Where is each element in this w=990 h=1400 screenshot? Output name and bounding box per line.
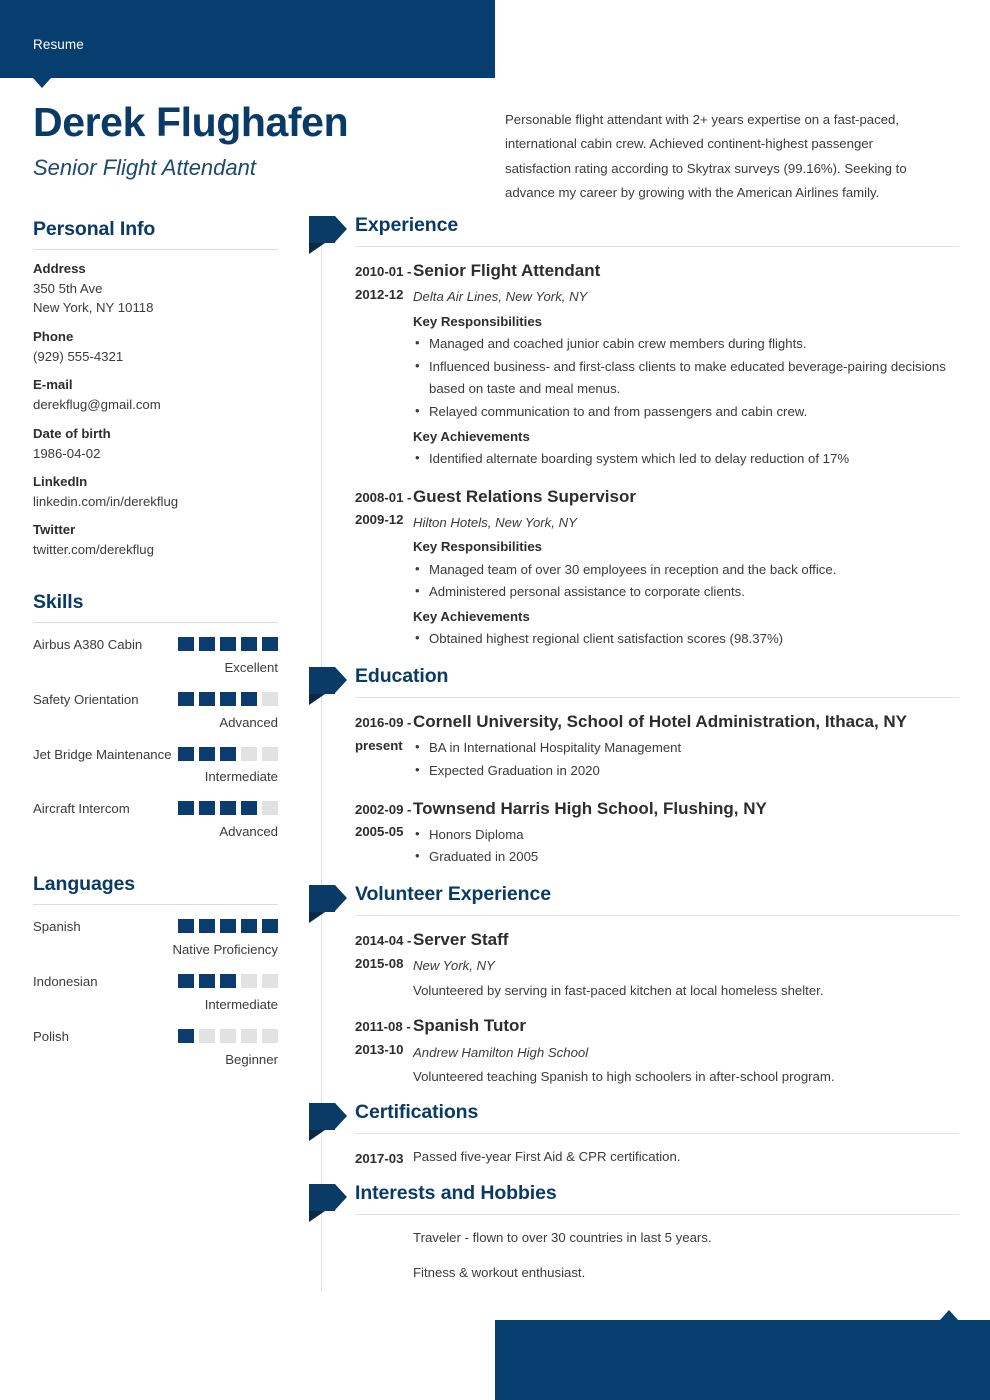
info-label: Twitter	[33, 522, 76, 538]
rating-row	[33, 634, 278, 675]
personal-info-section	[33, 218, 278, 560]
languages-divider	[33, 904, 278, 905]
rating-square	[241, 692, 257, 706]
entry-subtitle: Andrew Hamilton High School	[413, 1044, 589, 1060]
entry-body	[413, 710, 959, 785]
entry-description: Volunteered teaching Spanish to high schoolers in after-school program.	[413, 1068, 835, 1084]
entry-group-label: Key Achievements	[413, 428, 530, 444]
entry-description: Passed five-year First Aid & CPR certification.	[413, 1148, 681, 1164]
volunteer-section	[309, 883, 959, 1088]
rating-square	[241, 974, 257, 988]
rating-squares	[178, 1029, 278, 1043]
rating-square	[262, 974, 278, 988]
entry-description: Volunteered by serving in fast-paced kitchen at local homeless shelter.	[413, 982, 824, 998]
rating-level: Beginner	[225, 1051, 278, 1067]
spacer	[33, 853, 278, 873]
languages-heading: Languages	[33, 873, 136, 896]
info-label: Date of birth	[33, 425, 111, 441]
entry-body	[413, 1227, 959, 1296]
main-content	[309, 214, 959, 1309]
rating-square	[241, 1029, 257, 1043]
rating-square	[220, 919, 236, 933]
info-value[interactable]: linkedin.com/in/derekflug	[33, 494, 179, 510]
skills-divider	[33, 622, 278, 623]
rating-label: Airbus A380 Cabin	[33, 636, 143, 652]
entry-date-start: 2008-01 -	[355, 489, 412, 505]
rating-level: Native Proficiency	[172, 941, 278, 957]
education-entry	[309, 710, 959, 785]
info-value: (929) 555-4321	[33, 348, 124, 364]
entry-date	[309, 710, 413, 785]
rating-label: Jet Bridge Maintenance	[33, 746, 172, 762]
list-item: • Honors Diploma	[413, 824, 959, 847]
top-banner-notch	[33, 78, 51, 88]
info-item-phone	[33, 329, 278, 366]
rating-square	[262, 747, 278, 761]
entry-date	[309, 485, 413, 653]
rating-square	[199, 637, 215, 651]
info-value-line1: 350 5th Ave	[33, 281, 103, 296]
entry-date-end: 2013-10	[355, 1042, 404, 1058]
experience-entry	[309, 259, 959, 473]
rating-square	[220, 747, 236, 761]
experience-divider	[355, 246, 959, 247]
entry-title: Senior Flight Attendant	[413, 261, 601, 280]
rating-label: Polish	[33, 1028, 69, 1044]
volunteer-heading: Volunteer Experience	[355, 883, 551, 906]
entry-body	[413, 485, 959, 653]
certifications-heading: Certifications	[355, 1100, 479, 1123]
rating-level: Advanced	[219, 824, 278, 840]
sidebar	[33, 218, 278, 1081]
rating-square	[178, 637, 194, 651]
skills-section	[33, 591, 278, 839]
experience-entry	[309, 485, 959, 653]
experience-heading: Experience	[355, 214, 459, 236]
info-item-date-of-birth	[33, 426, 278, 463]
rating-square	[199, 801, 215, 815]
entry-date-end: 2005-05	[355, 824, 404, 840]
entry-subtitle: New York, NY	[413, 958, 495, 974]
entry-date-end: 2012-12	[355, 286, 404, 302]
list-item: • Graduated in 2005	[413, 846, 959, 869]
entry-description: Fitness & workout enthusiast.	[413, 1265, 586, 1280]
skills-list	[33, 634, 278, 839]
volunteer-divider	[355, 915, 959, 916]
list-item: • Identified alternate boarding system which led to delay reduction of 17%	[413, 448, 959, 471]
rating-square	[262, 919, 278, 933]
entry-date	[309, 259, 413, 473]
rating-square	[262, 692, 278, 706]
section-flag-icon	[309, 216, 347, 243]
entry-date	[309, 1146, 413, 1171]
info-item-email	[33, 377, 278, 414]
entry-title: Guest Relations Supervisor	[413, 486, 636, 506]
info-value-line2: New York, NY 10118	[33, 300, 154, 316]
section-flag-icon	[309, 1103, 347, 1130]
rating-square	[178, 919, 194, 933]
personal-info-heading: Personal Info	[33, 218, 156, 240]
rating-square	[199, 747, 215, 761]
experience-section	[309, 214, 959, 653]
rating-label: Aircraft Intercom	[33, 801, 130, 817]
certifications-divider	[355, 1133, 959, 1134]
candidate-job-title: Senior Flight Attendant	[33, 154, 256, 180]
rating-level: Intermediate	[204, 996, 278, 1012]
rating-square	[241, 801, 257, 815]
bottom-banner-notch	[940, 1310, 958, 1320]
rating-square	[199, 919, 215, 933]
entry-subtitle: Hilton Hotels, New York, NY	[413, 514, 577, 530]
rating-squares	[178, 637, 278, 651]
rating-square	[220, 637, 236, 651]
rating-squares	[178, 974, 278, 988]
entry-subtitle: Delta Air Lines, New York, NY	[413, 289, 588, 305]
entry-date	[309, 928, 413, 1002]
list-item: • Influenced business- and first-class clients to make educated beverage-pairing decisions based on taste and meal menus.	[413, 356, 959, 401]
interest-entry	[309, 1227, 959, 1296]
rating-square	[178, 974, 194, 988]
entry-date-start: 2016-09 -	[355, 715, 412, 731]
rating-row	[33, 971, 278, 1012]
rating-row	[33, 744, 278, 785]
name-block	[33, 100, 473, 181]
rating-square	[262, 637, 278, 651]
entry-body	[413, 259, 959, 473]
entry-bullet-list	[413, 448, 959, 471]
section-flag-icon	[309, 667, 347, 694]
rating-squares	[178, 801, 278, 815]
rating-level: Intermediate	[204, 769, 278, 785]
professional-summary: Personable flight attendant with 2+ years expertise on a fast-paced, international cabin crew. Achieved continent-highest passenger satisfaction rating according to Skytrax surveys (99.16%). Seeking to advance my career by growing with the American Airlines family.	[505, 112, 907, 200]
info-label: Address	[33, 261, 86, 276]
rating-square	[241, 919, 257, 933]
rating-square	[199, 1029, 215, 1043]
rating-squares	[178, 747, 278, 761]
rating-square	[220, 801, 236, 815]
entry-title: Cornell University, School of Hotel Administration, Ithaca, NY	[413, 712, 908, 732]
rating-row	[33, 916, 278, 957]
rating-squares	[178, 692, 278, 706]
info-value[interactable]: derekflug@gmail.com	[33, 397, 161, 413]
entry-date	[309, 1227, 413, 1296]
rating-square	[262, 801, 278, 815]
entry-title: Spanish Tutor	[413, 1016, 527, 1036]
education-heading: Education	[355, 665, 449, 688]
entry-bullet-list	[413, 737, 959, 782]
rating-squares	[178, 919, 278, 933]
volunteer-entry	[309, 1014, 959, 1088]
interests-heading: Interests and Hobbies	[355, 1182, 557, 1205]
list-item: • Managed team of over 30 employees in reception and the back office.	[413, 559, 959, 582]
personal-info-divider	[33, 249, 278, 250]
rating-level: Excellent	[224, 659, 278, 675]
list-item: • Managed and coached junior cabin crew members during flights.	[413, 333, 959, 356]
entry-date-start: 2014-04 -	[355, 933, 412, 949]
languages-list	[33, 916, 278, 1066]
rating-square	[220, 692, 236, 706]
rating-square	[220, 1029, 236, 1043]
list-item: • BA in International Hospitality Management	[413, 737, 959, 760]
entry-date-end: present	[355, 737, 403, 753]
entry-title: Server Staff	[413, 930, 509, 950]
rating-square	[220, 974, 236, 988]
entry-group-label: Key Achievements	[413, 609, 530, 625]
info-label: LinkedIn	[33, 474, 88, 490]
entry-bullet-list	[413, 333, 959, 424]
entry-date-start: 2002-09 -	[355, 801, 412, 817]
rating-row	[33, 1026, 278, 1067]
entry-date-start: 2017-03	[355, 1150, 404, 1166]
info-item-linkedin	[33, 474, 278, 511]
rating-row	[33, 689, 278, 730]
entry-date-end: 2009-12	[355, 512, 404, 528]
info-item-twitter	[33, 522, 278, 559]
spacer	[33, 571, 278, 591]
rating-square	[178, 747, 194, 761]
rating-square	[199, 974, 215, 988]
rating-square	[262, 1029, 278, 1043]
certifications-section	[309, 1101, 959, 1171]
entry-bullet-list	[413, 559, 959, 604]
rating-label: Safety Orientation	[33, 691, 139, 707]
rating-row	[33, 798, 278, 839]
entry-title: Townsend Harris High School, Flushing, NY	[413, 798, 767, 818]
rating-square	[178, 801, 194, 815]
rating-label: Indonesian	[33, 973, 98, 989]
languages-section	[33, 873, 278, 1066]
entry-date-start: 2011-08 -	[355, 1019, 411, 1035]
info-label: Phone	[33, 328, 74, 344]
entry-group-label: Key Responsibilities	[413, 313, 542, 329]
interests-divider	[355, 1214, 959, 1215]
section-flag-icon	[309, 885, 347, 912]
entry-body	[413, 797, 959, 872]
candidate-name: Derek Flughafen	[33, 99, 349, 145]
entry-group-label: Key Responsibilities	[413, 539, 542, 555]
info-value[interactable]: twitter.com/derekflug	[33, 542, 154, 558]
rating-level: Advanced	[219, 714, 278, 730]
education-section	[309, 665, 959, 871]
skills-heading: Skills	[33, 590, 84, 613]
entry-date-end: 2015-08	[355, 955, 404, 971]
info-label: E-mail	[33, 377, 73, 393]
rating-square	[241, 637, 257, 651]
interests-section	[309, 1182, 959, 1296]
rating-label: Spanish	[33, 919, 81, 935]
info-value: 1986-04-02	[33, 445, 101, 461]
rating-square	[178, 1029, 194, 1043]
document-type-label: Resume	[33, 37, 84, 52]
entry-body	[413, 1146, 959, 1171]
volunteer-entry	[309, 928, 959, 1002]
entry-description: Traveler - flown to over 30 countries in last 5 years.	[413, 1230, 712, 1246]
entry-body	[413, 1014, 959, 1088]
certification-entry	[309, 1146, 959, 1171]
entry-bullet-list	[413, 824, 959, 869]
list-item: • Administered personal assistance to corporate clients.	[413, 581, 959, 604]
section-flag-icon	[309, 1184, 347, 1211]
entry-date	[309, 797, 413, 872]
education-entry	[309, 797, 959, 872]
info-item-address	[33, 261, 278, 318]
entry-body	[413, 928, 959, 1002]
bottom-accent-banner	[495, 1320, 990, 1400]
list-item: • Obtained highest regional client satisfaction scores (98.37%)	[413, 628, 959, 651]
rating-square	[178, 692, 194, 706]
list-item: • Relayed communication to and from passengers and cabin crew.	[413, 401, 959, 424]
education-divider	[355, 697, 959, 698]
list-item: • Expected Graduation in 2020	[413, 760, 959, 783]
entry-date	[309, 1014, 413, 1088]
entry-bullet-list	[413, 628, 959, 651]
rating-square	[241, 747, 257, 761]
entry-date-start: 2010-01 -	[355, 264, 412, 279]
rating-square	[199, 692, 215, 706]
